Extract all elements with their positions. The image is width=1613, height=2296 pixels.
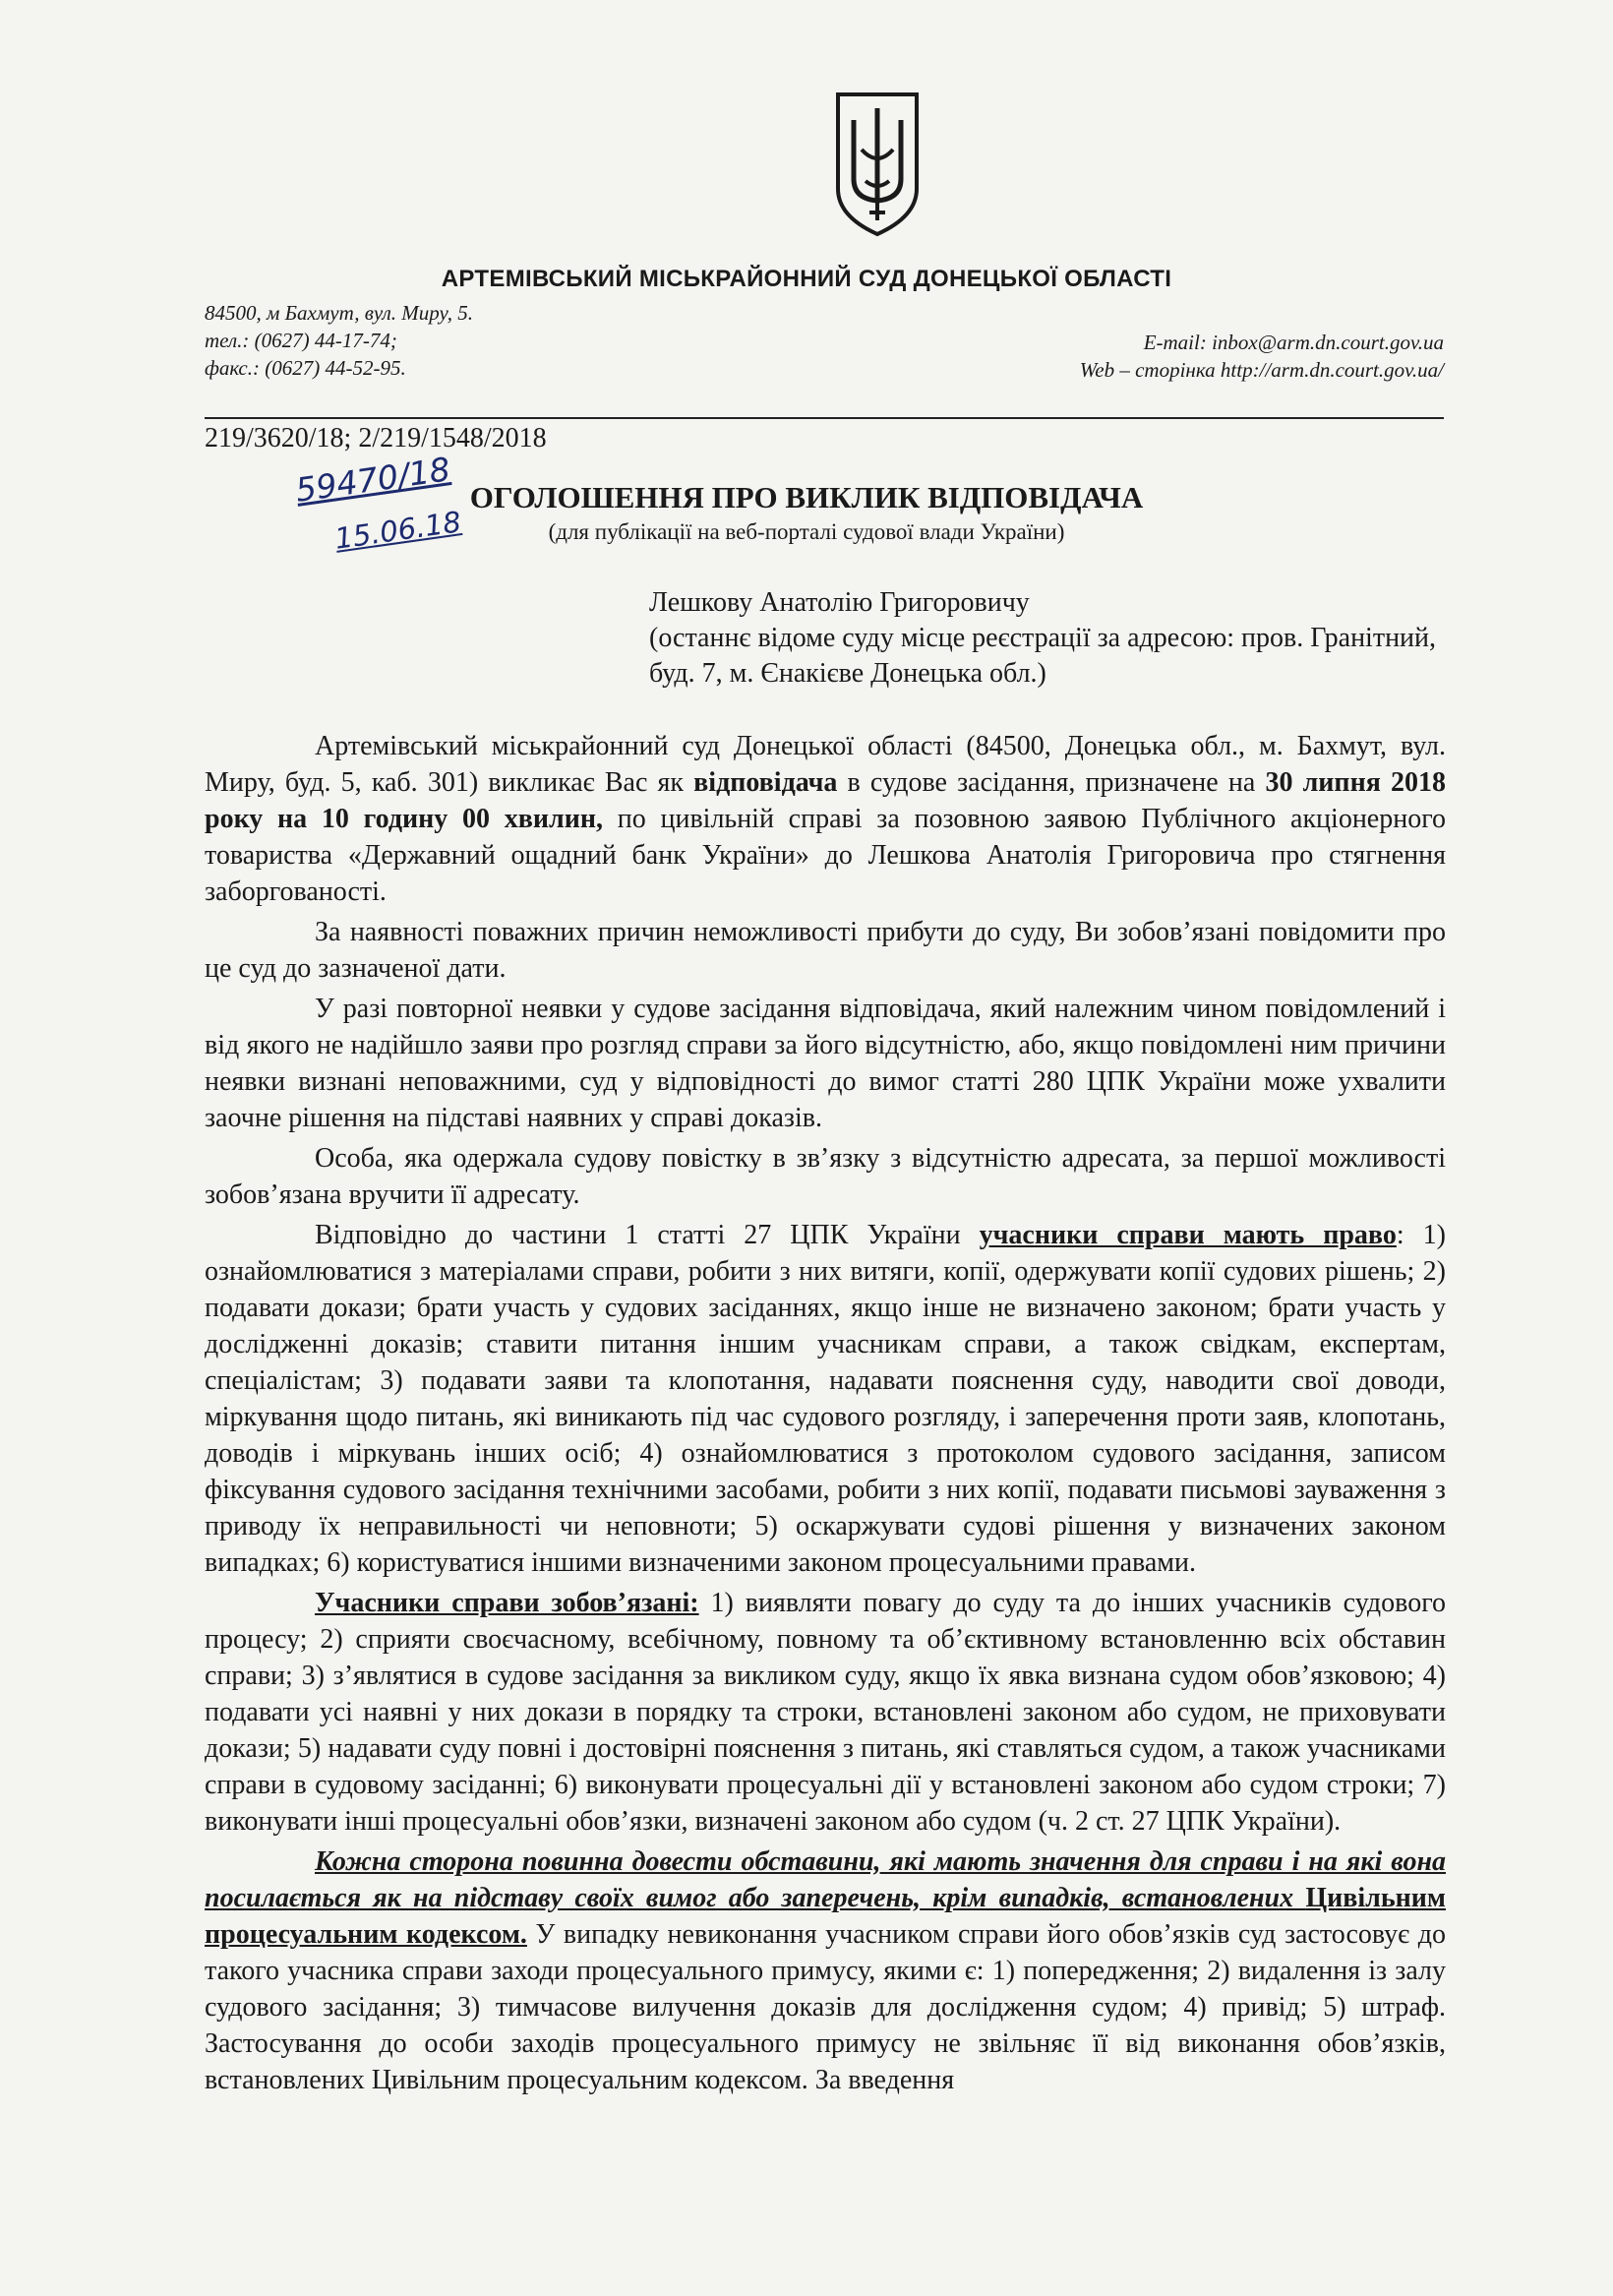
- coat-of-arms-icon: [832, 91, 923, 238]
- court-contacts-right: [1080, 329, 1444, 384]
- court-address: 84500, м Бахмут, вул. Миру, 5.: [205, 301, 474, 325]
- court-website: Web – сторінка http://arm.dn.court.gov.ua/: [1079, 358, 1444, 382]
- court-fax: факс.: (0627) 44-52-95.: [205, 356, 406, 380]
- paragraph-participant-duties: Учасники справи зобов’язані: 1) виявляти повагу до суду та до інших учасників судового процесу; 2) сприяти своєчасному, всебічному, повному та об’єктивному встановленню всіх обставин справи; 3) з’являтися в судове засідання за викликом суду, якщо їх явка визнана судом обов’язковою; 4) подавати усі наявні у них докази в порядку та строки, встановлені законом або судом, не приховувати докази; 5) надавати суду повні і достовірні пояснення з питань, які ставляться судом, а також учасниками справи в судовому засіданні; 6) виконувати процесуальні дії у встановлені законом або судом строки; 7) виконувати інші процесуальні обов’язки, визначені законом або судом (ч. 2 ст. 27 ЦПК України).: [205, 1588, 1446, 1837]
- court-phone: тел.: (0627) 44-17-74;: [205, 329, 397, 352]
- document-title: ОГОЛОШЕННЯ ПРО ВИКЛИК ВІДПОВІДАЧА: [469, 480, 1144, 514]
- paragraph-default-judgment: У разі повторної неявки у судове засідання відповідача, який належним чином повідомлений і від якого не надійшло заяви про розгляд справи за його відсутністю, або, якщо повідомлені ним причини неявки визнані неповажними, суд у відповідності до вимог статті 280 ЦПК України може ухвалити заочне рішення на підставі наявних у справі доказів.: [205, 994, 1446, 1133]
- addressee-address: (останнє відоме суду місце реєстрації за адресою: пров. Гранітний, буд. 7, м. Єнакієве Донецька обл.): [649, 623, 1437, 689]
- paragraph-summons-delivery: Особа, яка одержала судову повістку в зв’язку з відсутністю адресата, за першої можливості зобов’язана вручити її адресату.: [205, 1143, 1446, 1210]
- header-divider: [205, 417, 1444, 419]
- notice-body: [205, 728, 1446, 2102]
- case-number: 219/3620/18; 2/219/1548/2018: [205, 423, 547, 453]
- paragraph-participant-rights: Відповідно до частини 1 статті 27 ЦПК України учасники справи мають право: 1) ознайомлюватися з матеріалами справи, робити з них витяги, копії, одержувати копії судових рішень; 2) подавати докази; брати участь у судових засіданнях, якщо інше не визначено законом; брати участь у дослідженні доказів; ставити питання іншим учасникам справи, а також свідкам, експертам, спеціалістам; 3) подавати заяви та клопотання, надавати пояснення суду, наводити свої доводи, міркування щодо питань, які виникають під час судового розгляду, і заперечення проти заяв, клопотань, доводів і міркувань інших осіб; 4) ознайомлюватися з протоколом судового засідання, записом фіксування судового засідання технічними засобами, робити з них копії, подавати письмові зауваження з приводу їх неправильності чи неповноти; 5) оскаржувати судові рішення у визначених законом випадках; 6) користуватися іншими визначеними законом процесуальними правами.: [205, 1220, 1446, 1578]
- court-name: АРТЕМІВСЬКИЙ МІСЬКРАЙОННИЙ СУД ДОНЕЦЬКОЇ ОБЛАСТІ: [441, 266, 1172, 292]
- court-contacts-left: [205, 299, 473, 382]
- paragraph-burden-of-proof: Кожна сторона повинна довести обставини, які мають значення для справи і на які вона посилається як на підставу своїх вимог або заперечень, крім випадків, встановлених Цивільним процесуальним кодексом. У випадку невиконання учасником справи його обов’язків суд застосовує до такого учасника справи заходи процесуального примусу, якими є: 1) попередження; 2) видалення із залу судового засідання; 3) тимчасове вилучення доказів для дослідження судом; 4) привід; 5) штраф. Застосування до особи заходів процесуального примусу не звільняє її від виконання обов’язків, встановлених Цивільним процесуальним кодексом. За введення: [205, 1846, 1446, 2095]
- addressee-block: [649, 585, 1456, 692]
- document-subtitle: (для публікації на веб-порталі судової влади України): [548, 519, 1065, 544]
- paragraph-notify: За наявності поважних причин неможливості прибути до суду, Ви зобов’язані повідомити про це суд до зазначеної дати.: [205, 917, 1446, 984]
- court-email: E-mail: inbox@arm.dn.court.gov.ua: [1143, 331, 1444, 354]
- addressee-name: Лешкову Анатолію Григоровичу: [649, 587, 1030, 618]
- paragraph-summons: Артемівський міськрайонний суд Донецької області (84500, Донецька обл., м. Бахмут, вул. Миру, буд. 5, каб. 301) викликає Вас як відповідача в судове засідання, призначене на 30 липня 2018 року на 10 годину 00 хвилин, по цивільній справі за позовною заявою Публічного акціонерного товариства «Державний ощадний банк України» до Лешкова Анатолія Григоровича про стягнення заборгованості.: [205, 731, 1447, 907]
- handwritten-date: 15.06.18: [332, 505, 463, 556]
- handwritten-registration-number: 59470/18: [293, 450, 453, 510]
